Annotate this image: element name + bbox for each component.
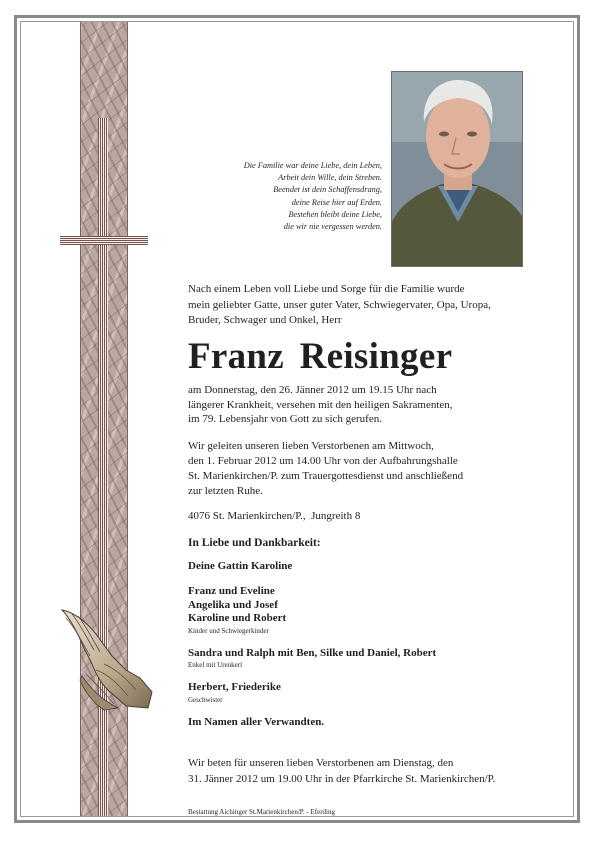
funeral-info xyxy=(188,439,548,498)
poem-line: Bestehen bleibt deine Liebe, xyxy=(288,209,382,219)
prayer-line: 31. Jänner 2012 um 19.00 Uhr in der Pfarrkirche St. Marienkirchen/P. xyxy=(188,772,496,785)
intro-line: Bruder, Schwager und Onkel, Herr xyxy=(188,314,342,327)
child-entry: Angelika und Josef xyxy=(188,598,278,611)
child-entry: Karoline und Robert xyxy=(188,612,287,625)
poem-line: Die Familie war deine Liebe, dein Leben, xyxy=(243,161,382,170)
grandchildren-entry: Sandra und Ralph mit Ben, Silke und Daniel, Robert xyxy=(188,646,437,659)
intro-line: Nach einem Leben voll Liebe und Sorge für die Familie wurde xyxy=(188,283,465,295)
child-entry: Franz und Eveline xyxy=(188,584,275,597)
obituary-body xyxy=(188,282,548,730)
poem-line: Arbeit dein Wille, dein Streben. xyxy=(278,173,382,183)
funeral-line: den 1. Februar 2012 um 14.00 Uhr von der Aufbahrungshalle xyxy=(188,454,458,467)
intro-line: mein geliebter Gatte, unser guter Vater, Schwiegervater, Opa, Uropa, xyxy=(188,298,491,311)
intro-text xyxy=(188,282,548,329)
mourner-wife: Deine Gattin Karoline xyxy=(188,560,293,573)
children-caption: Kinder und Schwiegerkinder xyxy=(188,626,269,635)
funeral-line: zur letzten Ruhe. xyxy=(188,484,263,497)
death-line: im 79. Lebensjahr von Gott zu sich gerufen. xyxy=(188,413,382,426)
address: 4076 St. Marienkirchen/P., Jungreith 8 xyxy=(188,510,361,523)
praying-hands-icon xyxy=(56,604,156,712)
death-line: längerer Krankheit, versehen mit den heiligen Sakramenten, xyxy=(188,398,453,411)
memorial-poem xyxy=(170,160,382,233)
siblings-caption: Geschwister xyxy=(188,695,223,704)
thanks-heading: In Liebe und Dankbarkeit: xyxy=(188,537,321,550)
deceased-name: Franz Reisinger xyxy=(188,335,453,377)
funeral-line: St. Marienkirchen/P. zum Trauergottesdienst und anschließend xyxy=(188,469,464,482)
cross-bar xyxy=(60,236,148,245)
funeral-line: Wir geleiten unseren lieben Verstorbenen am Mittwoch, xyxy=(188,440,434,453)
prayer-notice xyxy=(188,756,495,787)
death-notice xyxy=(188,383,548,427)
mourner-siblings xyxy=(188,681,548,705)
death-line: am Donnerstag, den 26. Jänner 2012 um 19.15 Uhr nach xyxy=(188,383,437,396)
mourner-relatives: Im Namen aller Verwandten. xyxy=(188,715,325,728)
poem-line: die wir nie vergessen werden. xyxy=(283,222,382,232)
mourner-grandchildren xyxy=(188,647,548,671)
portrait-photo xyxy=(391,71,523,267)
grandchildren-caption: Enkel mit Urenkerl xyxy=(188,661,243,670)
mourner-children xyxy=(188,585,548,636)
poem-line: deine Reise hier auf Erden. xyxy=(291,197,382,207)
funeral-home-footer: Bestattung Aichinger St.Marienkirchen/P. - Eferding xyxy=(188,808,335,816)
poem-line: Beendet ist dein Schaffensdrang, xyxy=(273,185,382,195)
siblings-entry: Herbert, Friederike xyxy=(188,681,281,694)
prayer-line: Wir beten für unseren lieben Verstorbenen am Dienstag, den xyxy=(188,757,454,769)
